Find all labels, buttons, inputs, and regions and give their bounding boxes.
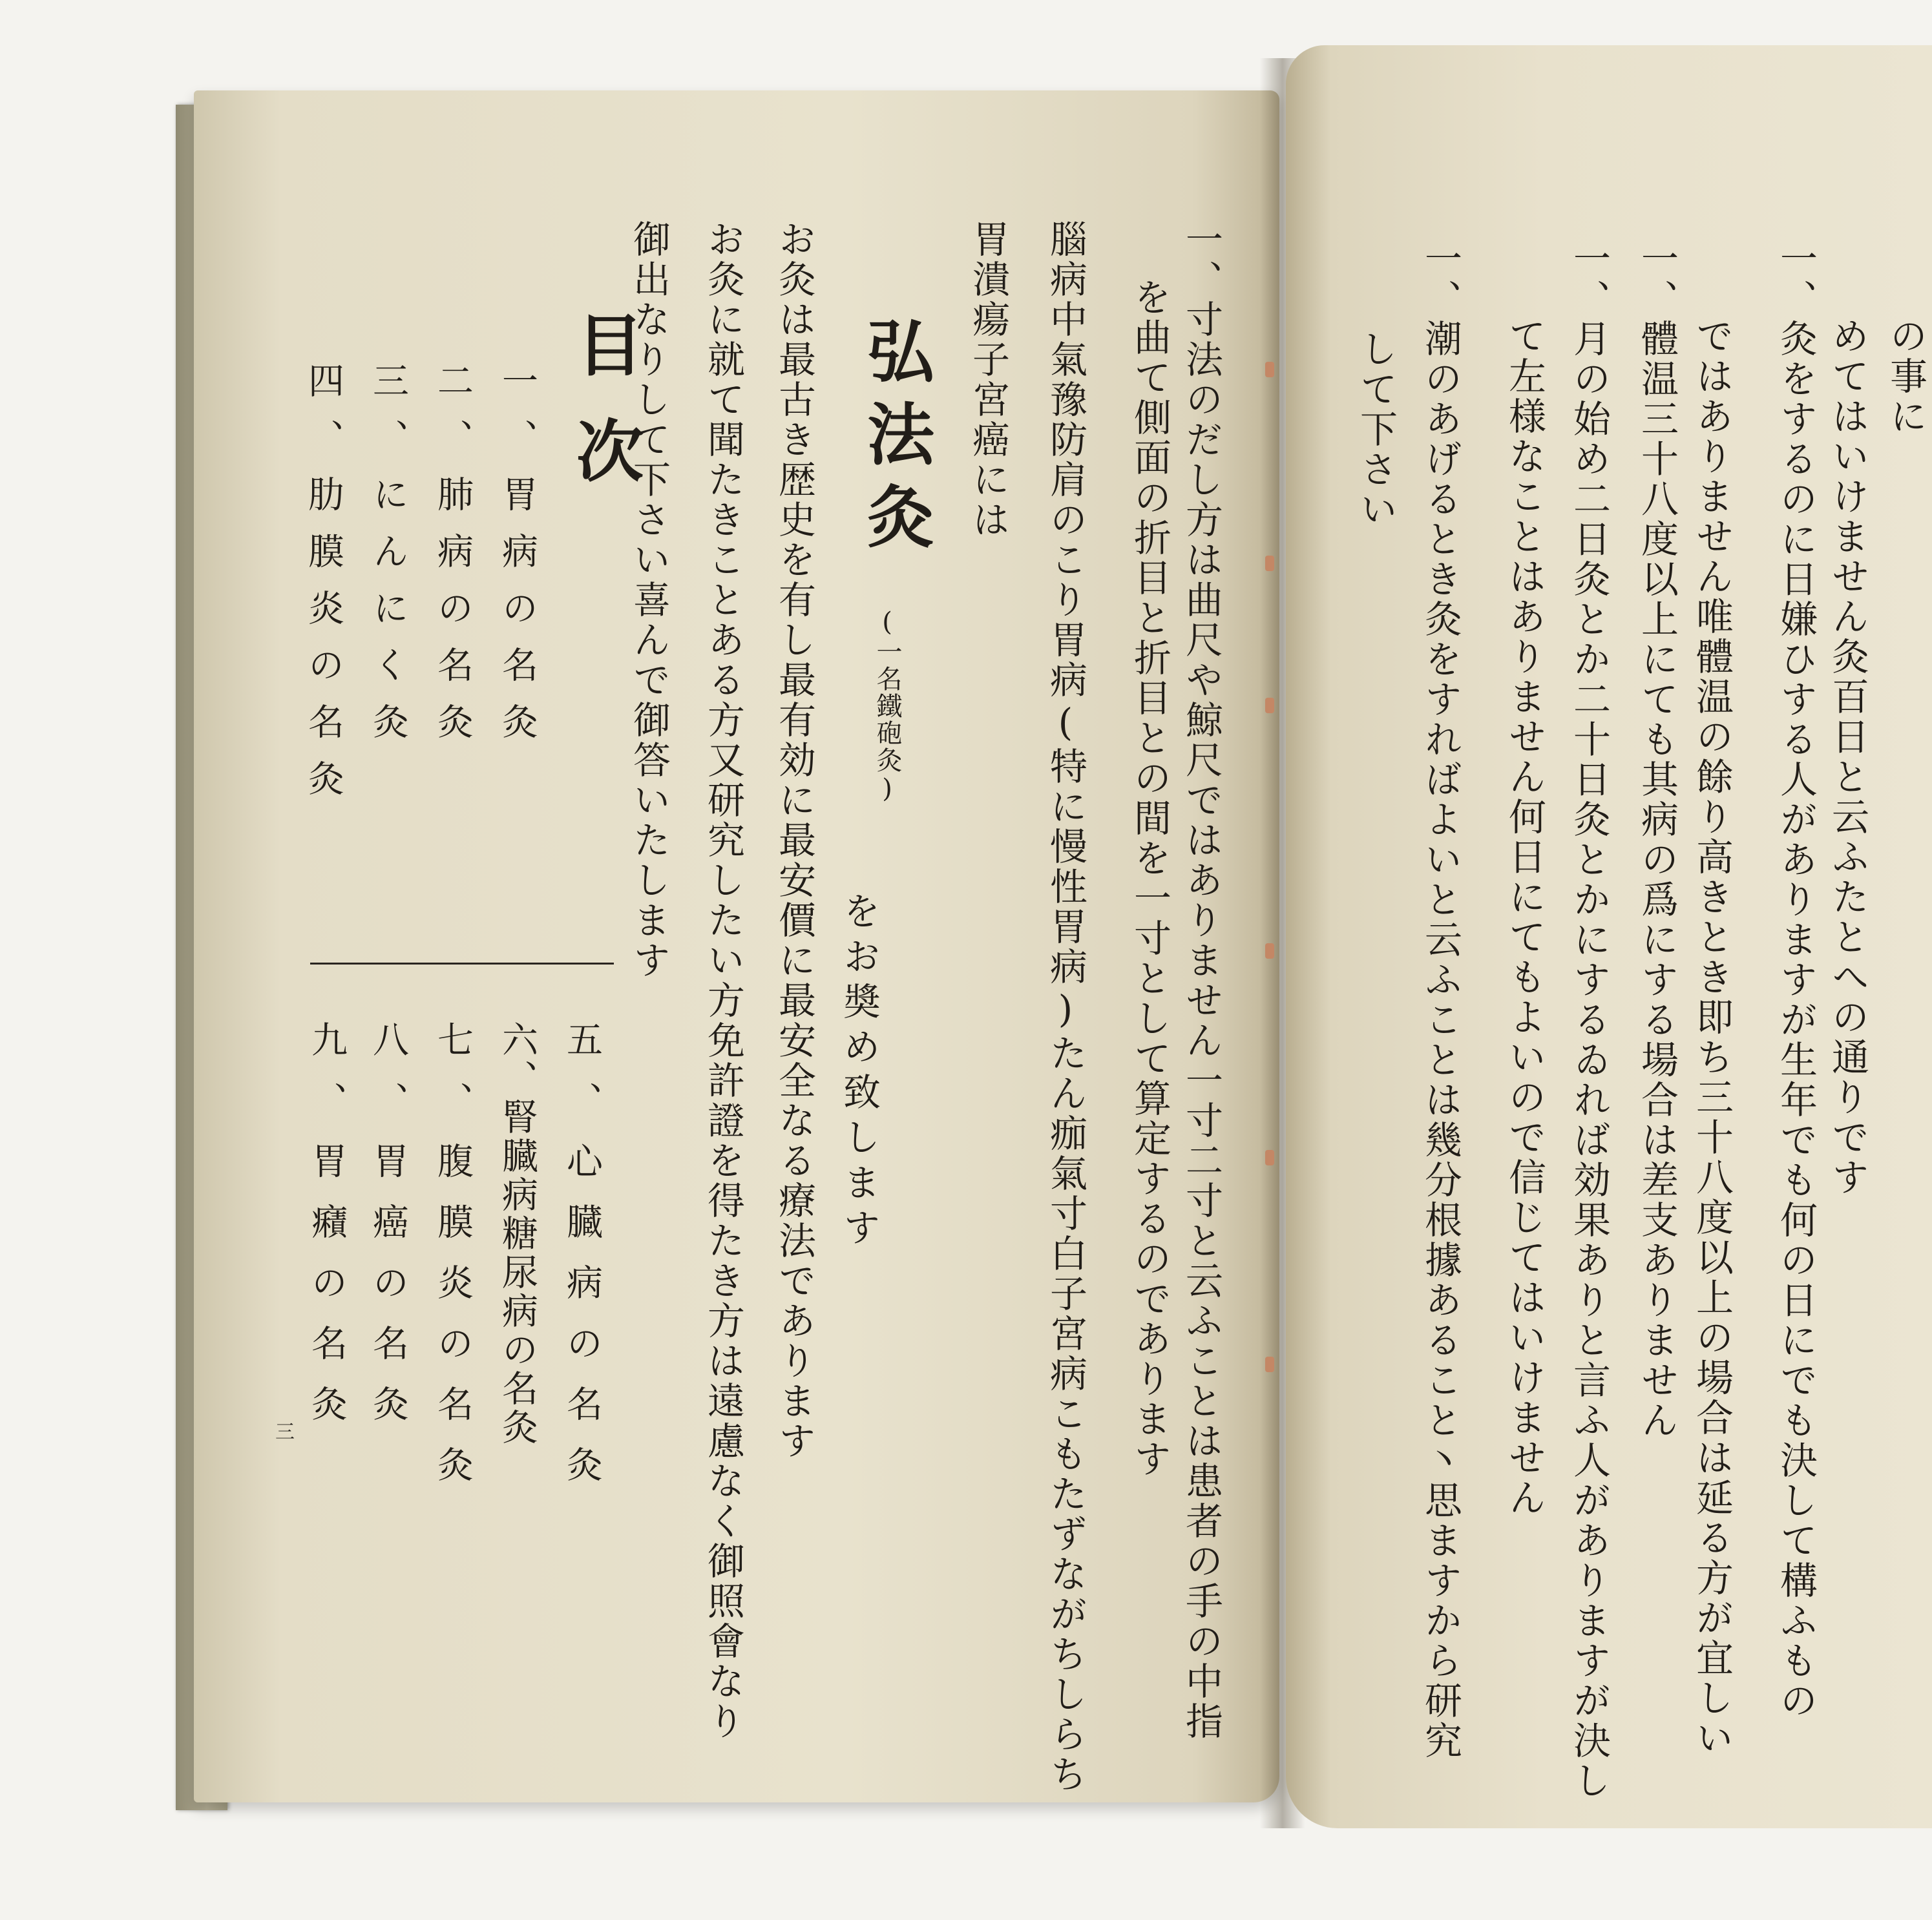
binding-stitch [1265, 1357, 1274, 1372]
promo-line-1: お灸は最古き歴史を有し最有効に最安價に最安全なる療法であります [772, 220, 816, 1461]
toc-item-3: 三、にんにく灸 [367, 362, 409, 760]
right-line-2: 一、灸をするのに日嫌ひする人がありますが生年でも何の日にでも決して構ふもの [1774, 239, 1818, 1721]
right-line-4: 一、體温三十八度以上にても其病の爲にする場合は差支ありません [1635, 239, 1679, 1441]
title-tail: をお奬め致します [837, 892, 881, 1253]
toc-item-5: 五、心臓病の名灸 [561, 1021, 603, 1507]
toc-item-6: 六、腎臓病糖尿病の名灸 [496, 1021, 538, 1447]
right-line-7: 一、潮のあげるとき灸をすればよいと云ふことは幾分根據あること丶思ますから研究 [1418, 239, 1462, 1761]
right-line-6: て左様なことはありません何日にてもよいので信じてはいけません [1502, 317, 1546, 1518]
right-line-8: して下さい [1354, 329, 1398, 530]
toc-item-4: 四、肋膜炎の名灸 [302, 362, 344, 817]
toc-item-9: 九、胃癪の名灸 [306, 1021, 348, 1446]
toc-item-1: 一、胃病の名灸 [496, 362, 538, 760]
right-line-0: の事に [1884, 317, 1927, 437]
right-line-3: ではありません唯體温の餘り高きとき即ち三十八度以上の場合は延る方が宜しい [1690, 317, 1734, 1758]
right-line-1: めてはいけません灸百日と云ふたとへの通りです [1825, 317, 1869, 1198]
right-line-5: 一、月の始め二日灸とか二十日灸とかにするゐれば効果ありと言ふ人がありますが決し [1567, 239, 1611, 1801]
page-title: 弘法灸 [856, 317, 935, 565]
intro-line-2: を曲て側面の折目と折目との間を一寸として算定するのであります [1128, 278, 1171, 1479]
promo-line-2: お灸に就て聞たきことある方又研究したい方免許證を得たき方は遠慮なく御照會なり [701, 220, 745, 1742]
promo-line-3: 御出なりして下さい喜んで御答いたします [627, 220, 671, 981]
toc-heading: 目次 [565, 310, 644, 522]
binding-stitch [1265, 362, 1274, 377]
intro-line-1: 一、寸法のだし方は曲尺や鯨尺ではありません一寸二寸と云ふことは患者の手の中指 [1179, 220, 1223, 1742]
right-page [1286, 45, 1932, 1828]
toc-divider [310, 963, 614, 965]
binding-stitch [1265, 943, 1274, 959]
toc-item-7: 七、腹膜炎の名灸 [432, 1021, 474, 1507]
intro-line-3: 腦病中氣豫防肩のこり胃病(特に慢性胃病)たん痂氣寸白子宮病こもたずながちしらち [1044, 220, 1087, 1795]
intro-line-4: 胃潰瘍子宮癌には [966, 220, 1010, 540]
binding-stitch [1265, 1150, 1274, 1165]
binding-stitch [1265, 698, 1274, 713]
toc-item-2: 二、肺病の名灸 [432, 362, 474, 760]
left-page [194, 90, 1279, 1802]
binding-stitch [1265, 556, 1274, 571]
page-number: 三 [271, 1421, 294, 1441]
title-note: (一名鐵砲灸) [872, 607, 902, 805]
toc-item-8: 八、胃癌の名灸 [367, 1021, 409, 1446]
